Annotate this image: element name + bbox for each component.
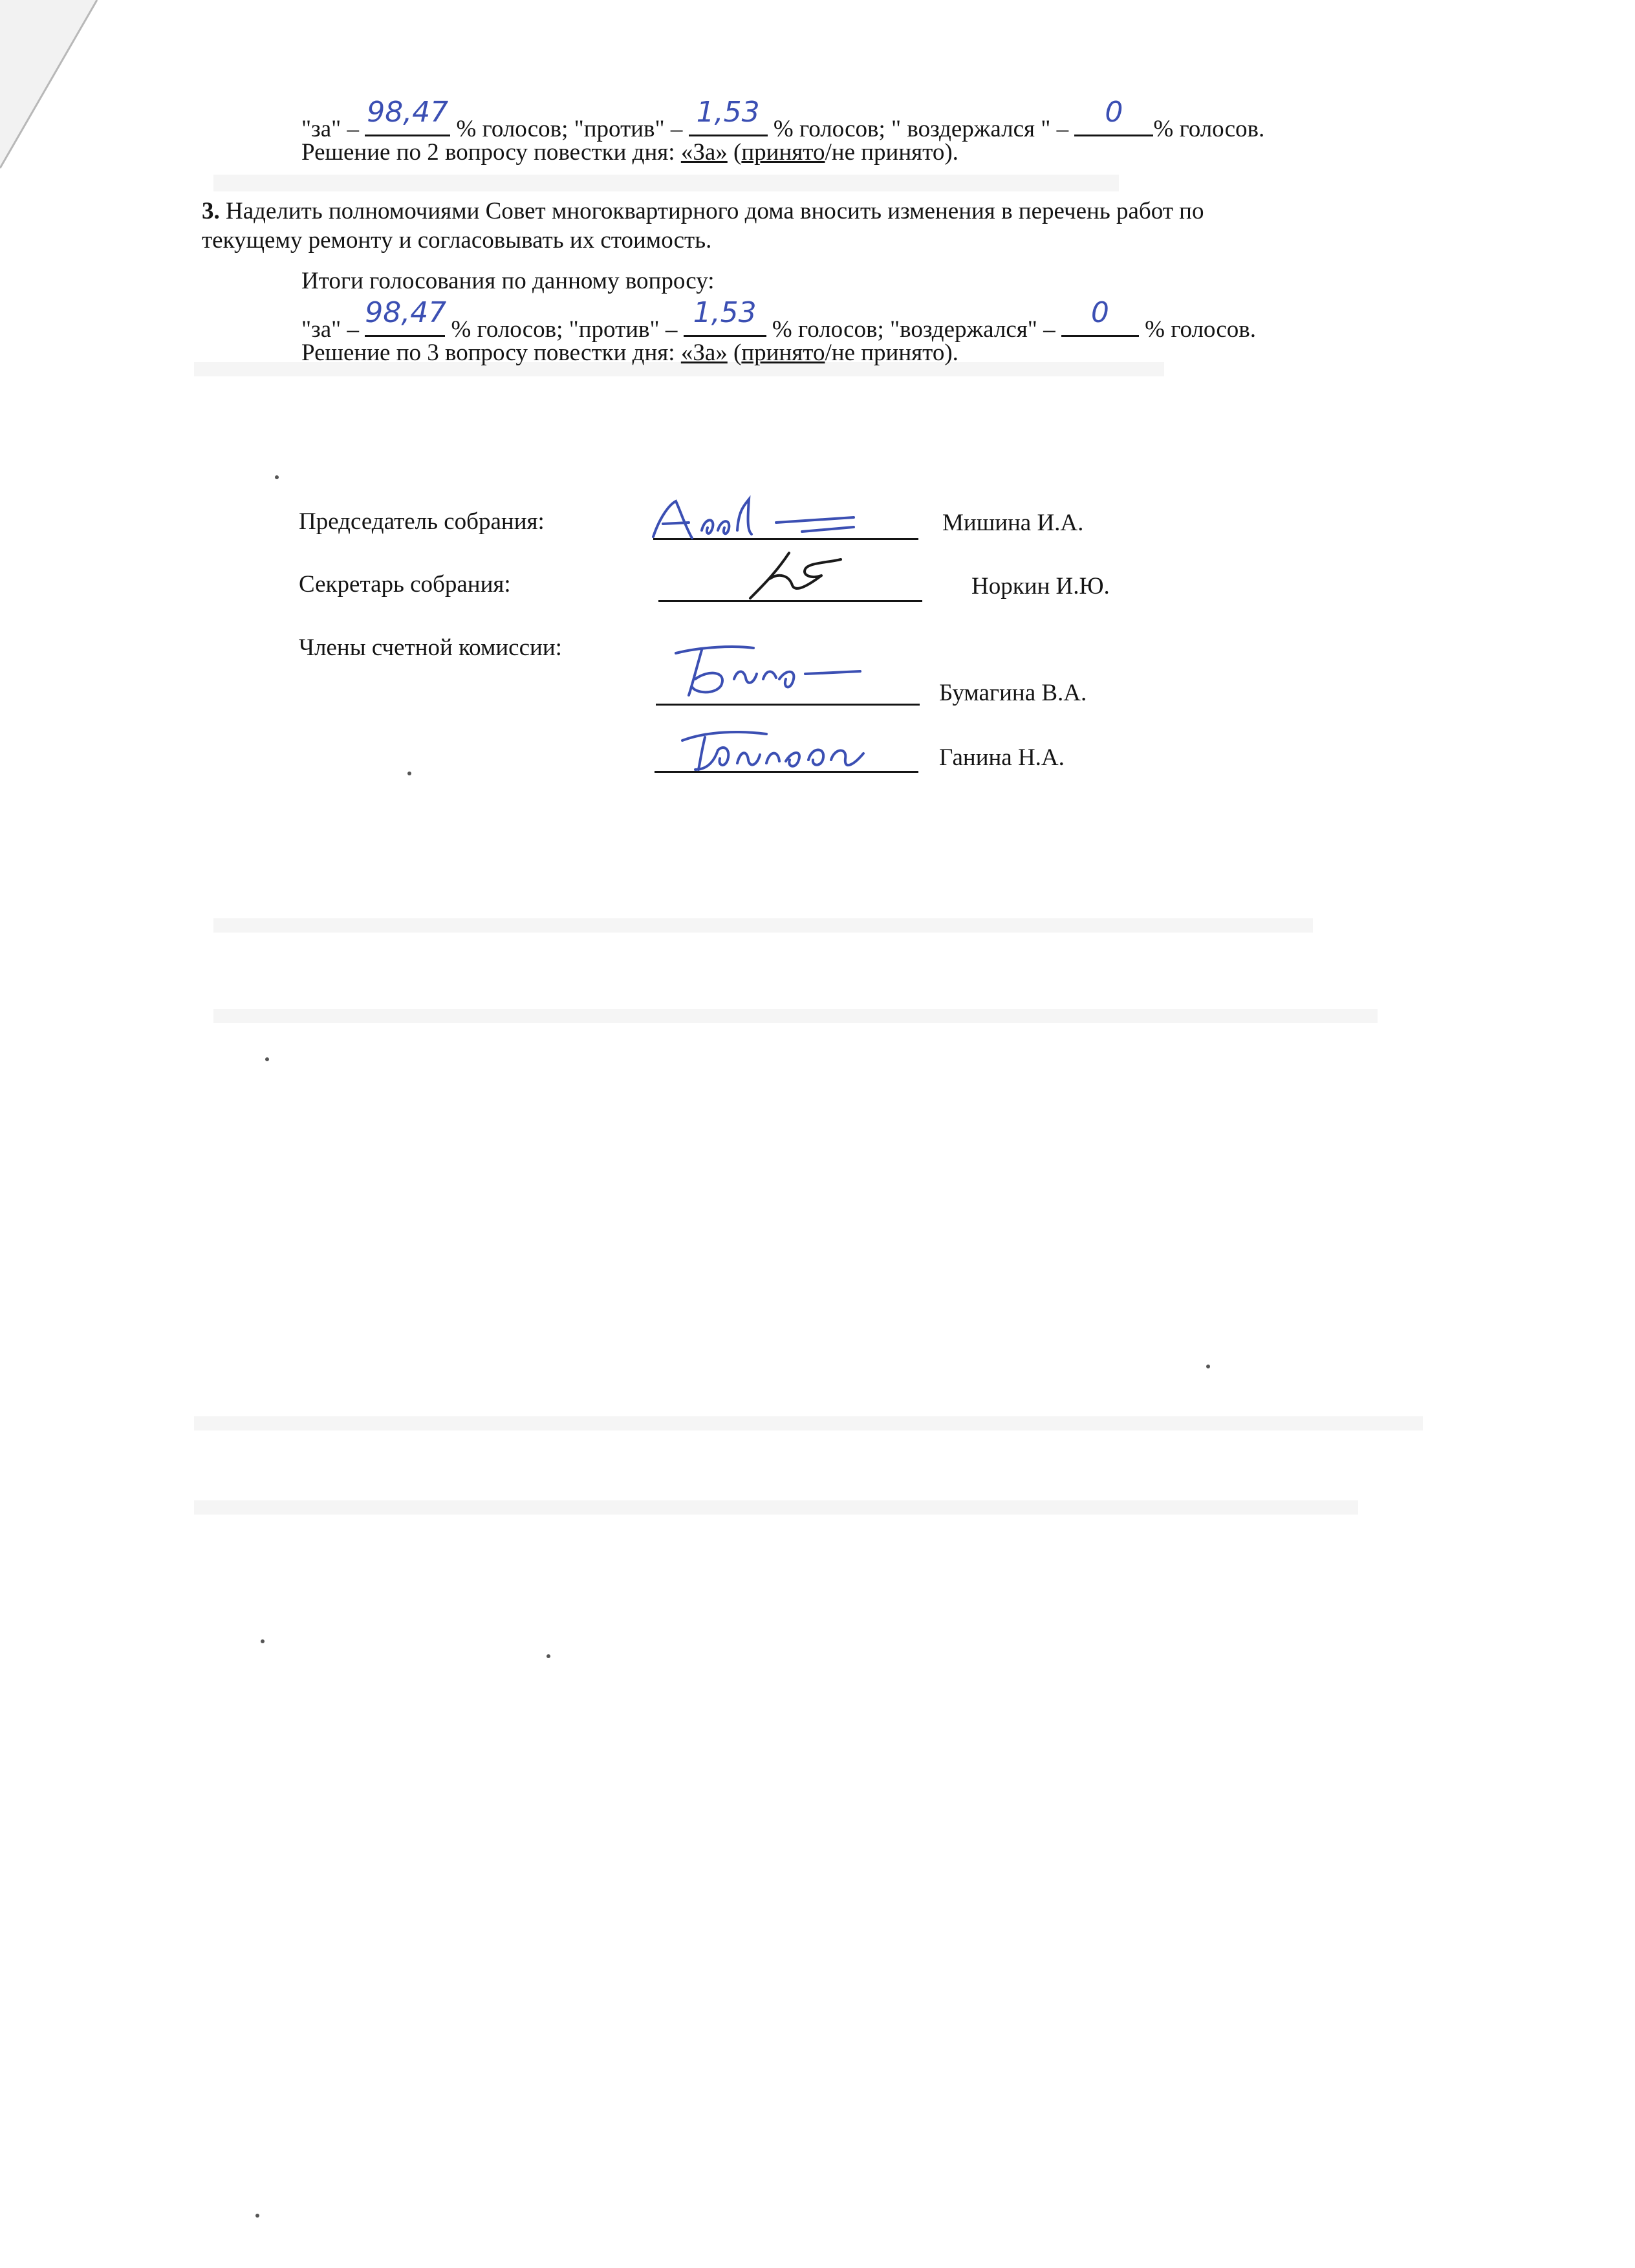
vote-against-label: "против" – — [568, 316, 684, 343]
scan-speck — [407, 772, 411, 775]
scan-speck — [265, 1057, 269, 1061]
decision-value: «За» — [680, 340, 728, 366]
bleed-through-text — [194, 1416, 1423, 1431]
results-heading: Итоги голосования по данному вопросу: — [301, 268, 715, 294]
item2-decision-line — [301, 138, 958, 167]
member1-name: Бумагина В.А. — [939, 680, 1087, 706]
scan-speck — [547, 1654, 550, 1658]
commission-role-label: Члены счетной комиссии: — [299, 634, 562, 661]
vote-for-suffix: % голосов; — [445, 316, 569, 343]
member1-signature — [656, 634, 870, 705]
vote-against-blank — [684, 296, 766, 337]
decision-accepted: принято — [741, 139, 825, 166]
member2-name: Ганина Н.А. — [939, 744, 1065, 771]
vote-for-label: "за" – — [301, 116, 365, 142]
vote-abstain-label: " воздержался " – — [891, 116, 1075, 142]
vote-abstain-value: 0 — [1090, 296, 1109, 329]
vote-against-blank — [689, 96, 768, 136]
decision-label: Решение по 3 вопросу повестки дня: — [301, 340, 681, 366]
secretary-role-label: Секретарь собрания: — [299, 571, 511, 598]
item3-text: Наделить полномочиями Совет многоквартирного дома вносить изменения в перечень работ по — [219, 198, 1204, 224]
bleed-through-text — [213, 1009, 1378, 1023]
vote-for-label: "за" – — [301, 316, 365, 343]
bleed-through-text — [213, 175, 1119, 191]
bleed-through-text — [213, 918, 1313, 933]
bleed-through-text — [194, 1500, 1358, 1515]
vote-for-suffix: % голосов; — [450, 116, 574, 142]
item3-results-heading — [301, 267, 715, 296]
vote-against-value: 1,53 — [696, 96, 760, 129]
vote-for-blank — [365, 296, 447, 337]
vote-abstain-label: "воздержался" – — [890, 316, 1061, 343]
secretary-name: Норкин И.Ю. — [971, 573, 1110, 599]
vote-against-value: 1,53 — [693, 296, 757, 329]
decision-paren: ( — [727, 340, 742, 366]
scan-speck — [261, 1639, 265, 1643]
vote-for-value: 98,47 — [367, 96, 449, 129]
decision-label: Решение по 2 вопросу повестки дня: — [301, 139, 681, 166]
vote-abstain-blank — [1074, 96, 1153, 136]
chair-role-label: Председатель собрания: — [299, 508, 545, 535]
vote-for-value: 98,47 — [365, 296, 447, 329]
item3-text-cont: текущему ремонту и согласовывать их стоимость. — [202, 227, 712, 254]
chair-name: Мишина И.А. — [942, 510, 1084, 536]
vote-against-label: "против" – — [574, 116, 689, 142]
decision-value: «За» — [680, 139, 728, 166]
item3-text-line2 — [202, 226, 711, 255]
item3-number: 3. — [202, 198, 220, 224]
decision-not-accepted: /не принято). — [825, 139, 958, 166]
vote-abstain-value: 0 — [1105, 96, 1123, 129]
scan-speck — [255, 2214, 259, 2218]
vote-against-suffix: % голосов; — [766, 316, 891, 343]
vote-abstain-blank — [1061, 296, 1139, 337]
scan-corner-artifact — [0, 0, 103, 175]
vote-against-suffix: % голосов; — [767, 116, 892, 142]
item3-text-line1 — [202, 197, 1204, 226]
vote-for-blank — [365, 96, 450, 136]
scan-speck — [275, 475, 279, 479]
decision-not-accepted: /не принято). — [825, 340, 958, 366]
scan-speck — [1206, 1365, 1210, 1368]
item3-decision-line — [301, 339, 958, 367]
decision-paren: ( — [727, 139, 742, 166]
secretary-signature — [731, 540, 860, 605]
vote-abstain-suffix: % голосов. — [1138, 316, 1256, 343]
member2-signature — [669, 715, 915, 773]
decision-accepted: принято — [741, 340, 825, 366]
vote-abstain-suffix: % голосов. — [1153, 116, 1265, 142]
